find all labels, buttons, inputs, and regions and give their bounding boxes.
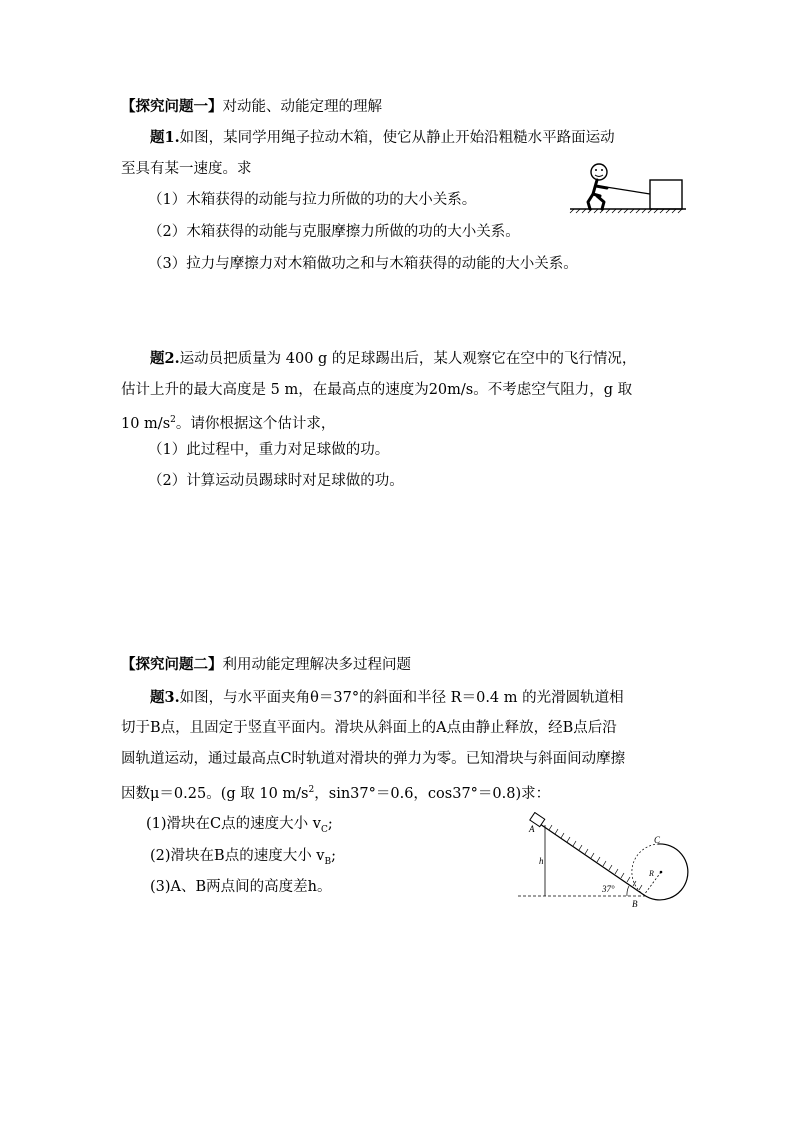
label-a: A — [529, 824, 535, 834]
q1-item2: （2）木箱获得的动能与克服摩擦力所做的功的大小关系。 — [148, 224, 520, 240]
section1-heading — [121, 97, 382, 117]
section2-label: 【探究问题二】 — [121, 656, 223, 673]
section1-title: 对动能、动能定理的理解 — [222, 99, 382, 115]
q2-text-a: 运动员把质量为 400 g 的足球踢出后，某人观察它在空中的飞行情况， — [179, 351, 637, 367]
q3-text-a: 如图，与水平面夹角θ＝37°的斜面和半径 R＝0.4 m 的光滑圆轨道相 — [179, 690, 624, 706]
q3-line-b: 切于B点，且固定于竖直平面内。滑块从斜面上的A点由静止释放，经B点后沿 — [121, 720, 617, 736]
q2-text-c-sup: 2 — [170, 415, 176, 425]
q1-item3: （3）拉力与摩擦力对木箱做功之和与木箱获得的动能的大小关系。 — [148, 256, 578, 272]
q3-line-c: 圆轨道运动，通过最高点C时轨道对滑块的弹力为零。已知滑块与斜面间动摩擦 — [121, 751, 626, 767]
q1-line-a — [150, 128, 615, 148]
q2-item1: （1）此过程中，重力对足球做的功。 — [148, 442, 390, 458]
q3-text-d-sup: 2 — [308, 785, 315, 795]
label-b: B — [632, 899, 638, 908]
q3-item2: (2)滑块在B点的速度大小 $v_B$; — [150, 848, 337, 867]
section2-title: 利用动能定理解决多过程问题 — [222, 657, 411, 673]
q1-item1: （1）木箱获得的动能与拉力所做的功的大小关系。 — [148, 192, 477, 208]
q1-line-b: 至具有某一速度。求 — [121, 161, 252, 177]
incline-surface — [540, 824, 644, 895]
label-c: C — [654, 835, 661, 845]
q3-text-d1: 因数μ＝0.25。(g 取 10 m/s — [121, 785, 309, 802]
person-body — [588, 180, 607, 209]
q3-number: 题3. — [150, 689, 180, 706]
q3-item3: (3)A、B两点间的高度差h。 — [150, 879, 332, 895]
q3-line-d — [121, 780, 550, 804]
q3-text-d2: ，sin37°＝0.6，cos37°＝0.8)求： — [314, 785, 551, 802]
incline-circle-track-figure — [515, 812, 695, 908]
q2-number: 题2. — [150, 350, 180, 367]
q1-number: 题1. — [150, 129, 180, 146]
q2-text-c2: 。请你根据这个估计求， — [175, 415, 336, 432]
q2-line-b: 估计上升的最大高度是 5 m，在最高点的速度为20m/s。不考虑空气阻力，g 取 — [121, 382, 633, 398]
label-r: R — [649, 869, 654, 878]
box — [650, 180, 682, 209]
q1-text-a: 如图，某同学用绳子拉动木箱，使它从静止开始沿粗糙水平路面运动 — [179, 130, 615, 146]
label-h: h — [539, 856, 544, 866]
q3-line-a — [150, 688, 624, 708]
person-pulling-box-figure — [566, 158, 688, 214]
section2-heading — [121, 655, 411, 675]
label-angle: 37° — [602, 884, 615, 894]
angle-arc — [627, 886, 629, 896]
rope — [606, 187, 650, 194]
q2-item2: （2）计算运动员踢球时对足球做的功。 — [148, 473, 404, 489]
q2-line-a — [150, 349, 636, 369]
q2-text-c1: 10 m/s — [121, 415, 171, 432]
person-head — [591, 164, 607, 180]
section1-label: 【探究问题一】 — [121, 98, 223, 115]
q2-line-c — [121, 410, 335, 434]
q3-item1: (1)滑块在C点的速度大小 $v_C$; — [146, 816, 333, 835]
